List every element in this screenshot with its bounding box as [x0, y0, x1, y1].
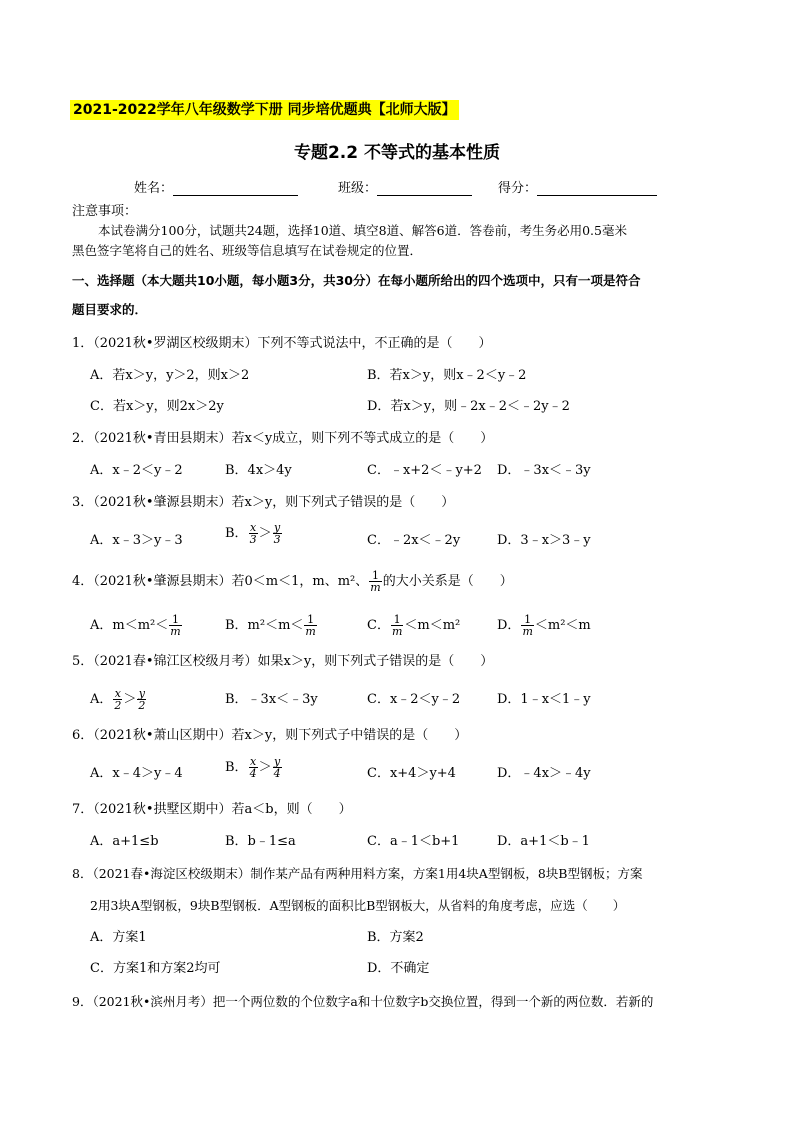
question-5-option-a[interactable]: A． $\frac{x}{2}$ ＞ $\frac{y}{2}$	[90, 687, 146, 712]
question-7-option-d[interactable]: D．a+1＜b﹣1	[497, 834, 590, 849]
question-8-stem-line-2: 2用3块A型钢板，9块B型钢板．A型钢板的面积比B型钢板大，从省料的角度考虑，应选（ ）	[90, 898, 626, 913]
question-9-stem: 9．（2021秋•滨州月考）把一个两位数的个位数字a和十位数字b交换位置，得到一个新的两位数．若新的	[72, 994, 654, 1009]
question-6-option-c[interactable]: C．x+4＞y+4	[367, 766, 456, 781]
fraction: $\frac{x}{4}$	[249, 755, 257, 780]
question-4-stem: 4．（2021秋•肇源县期末）若0＜m＜1，m、m²、 $\frac{1}{m}$ 的大小关系是（ ）	[72, 569, 513, 594]
question-8-option-d[interactable]: D．不确定	[367, 961, 430, 976]
question-5-stem: 5．（2021春•锦江区校级月考）如果x＞y，则下列式子错误的是（ ）	[72, 654, 494, 669]
fraction: $\frac{x}{2}$	[114, 687, 122, 712]
class-label: 班级：	[338, 181, 378, 196]
score-label: 得分：	[498, 181, 538, 196]
score-field[interactable]	[498, 177, 657, 196]
question-6-stem: 6．（2021秋•萧山区期中）若x＞y，则下列式子中错误的是（ ）	[72, 728, 468, 743]
question-2-option-d[interactable]: D．﹣3x＜﹣3y	[497, 463, 591, 478]
question-8-option-b[interactable]: B．方案2	[367, 930, 424, 945]
question-6-option-b[interactable]: B． $\frac{x}{4}$ ＞ $\frac{y}{4}$	[225, 755, 281, 780]
question-2-option-b[interactable]: B．4x＞4y	[225, 463, 292, 478]
question-2-option-c[interactable]: C．﹣x+2＜﹣y+2	[367, 463, 482, 478]
question-3-option-d[interactable]: D．3﹣x＞3﹣y	[497, 533, 591, 548]
fraction: $\frac{1}{m}$	[391, 613, 403, 638]
name-blank[interactable]	[173, 182, 298, 196]
question-3-option-a[interactable]: A．x﹣3＞y﹣3	[90, 533, 183, 548]
question-5-option-c[interactable]: C．x﹣2＜y﹣2	[367, 692, 461, 707]
name-field[interactable]	[134, 177, 298, 196]
question-7-option-a[interactable]: A．a+1≤b	[90, 834, 159, 849]
fraction: $\frac{y}{4}$	[273, 755, 281, 780]
page-title: 专题2.2 不等式的基本性质	[293, 143, 501, 163]
question-1-option-a[interactable]: A．若x＞y，y＞2，则x＞2	[90, 368, 250, 383]
fraction: $\frac{1}{m}$	[370, 569, 381, 594]
question-8-stem-line-1: 8．（2021春•海淀区校级期末）制作某产品有两种用料方案，方案1用4块A型钢板，8块B型钢板；方案	[72, 866, 643, 881]
fraction: $\frac{y}{2}$	[138, 687, 146, 712]
class-blank[interactable]	[377, 182, 472, 196]
fraction: $\frac{y}{3}$	[273, 521, 281, 546]
notice-label: 注意事项：	[72, 204, 138, 219]
question-6-option-a[interactable]: A．x﹣4＞y﹣4	[90, 766, 183, 781]
fraction: $\frac{1}{m}$	[305, 613, 316, 638]
question-7-option-b[interactable]: B．b﹣1≤a	[225, 834, 296, 849]
question-2-option-a[interactable]: A．x﹣2＜y﹣2	[90, 463, 183, 478]
question-8-option-c[interactable]: C．方案1和方案2均可	[90, 961, 221, 976]
question-3-option-b-label: B．	[225, 526, 248, 541]
question-3-stem: 3．（2021秋•肇源县期末）若x＞y，则下列式子错误的是（ ）	[72, 495, 455, 510]
fraction: $\frac{x}{3}$	[249, 521, 257, 546]
question-6-option-d[interactable]: D．﹣4x＞﹣4y	[497, 766, 591, 781]
question-4-option-b[interactable]: B．m²＜m＜ $\frac{1}{m}$	[225, 613, 316, 638]
question-4-option-c[interactable]: C． $\frac{1}{m}$ ＜m＜m²	[367, 613, 461, 638]
notice-line-1: 本试卷满分100分，试题共24题，选择10道、填空8道、解答6道．答卷前，考生务必用0.5毫米	[98, 223, 627, 238]
fraction: $\frac{1}{m}$	[170, 613, 181, 638]
header-banner: 2021-2022学年八年级数学下册 同步培优题典【北师大版】	[70, 100, 459, 120]
question-7-option-c[interactable]: C．a﹣1＜b+1	[367, 834, 460, 849]
class-field[interactable]	[338, 177, 472, 196]
question-4-option-d[interactable]: D． $\frac{1}{m}$ ＜m²＜m	[497, 613, 591, 638]
question-4-option-a[interactable]: A．m＜m²＜ $\frac{1}{m}$	[90, 613, 181, 638]
question-3-option-c[interactable]: C．﹣2x＜﹣2y	[367, 533, 461, 548]
question-5-option-d[interactable]: D．1﹣x＜1﹣y	[497, 692, 591, 707]
question-7-stem: 7．（2021秋•拱墅区期中）若a＜b，则（ ）	[72, 802, 352, 817]
question-5-option-b[interactable]: B．﹣3x＜﹣3y	[225, 692, 318, 707]
section-heading-line-2: 题目要求的．	[72, 302, 148, 317]
notice-line-2: 黑色签字笔将自己的姓名、班级等信息填写在试卷规定的位置．	[72, 243, 423, 258]
score-blank[interactable]	[537, 182, 657, 196]
section-heading-line-1: 一、选择题（本大题共10小题，每小题3分，共30分）在每小题所给出的四个选项中，只有一项是符合	[72, 273, 641, 288]
question-1-option-b[interactable]: B．若x＞y，则x﹣2＜y﹣2	[367, 368, 527, 383]
question-2-stem: 2．（2021秋•青田县期末）若x＜y成立，则下列不等式成立的是（ ）	[72, 431, 494, 446]
question-1-option-d[interactable]: D．若x＞y，则﹣2x﹣2＜﹣2y﹣2	[367, 399, 570, 414]
question-3-option-b[interactable]: B． $\frac{x}{3}$ ＞ $\frac{y}{3}$	[225, 521, 281, 546]
question-1-stem: 1．（2021秋•罗湖区校级期末）下列不等式说法中，不正确的是（ ）	[72, 336, 492, 351]
fraction: $\frac{1}{m}$	[522, 613, 533, 638]
name-label: 姓名：	[134, 181, 174, 196]
question-8-option-a[interactable]: A．方案1	[90, 930, 147, 945]
question-1-option-c[interactable]: C．若x＞y，则2x＞2y	[90, 399, 224, 414]
